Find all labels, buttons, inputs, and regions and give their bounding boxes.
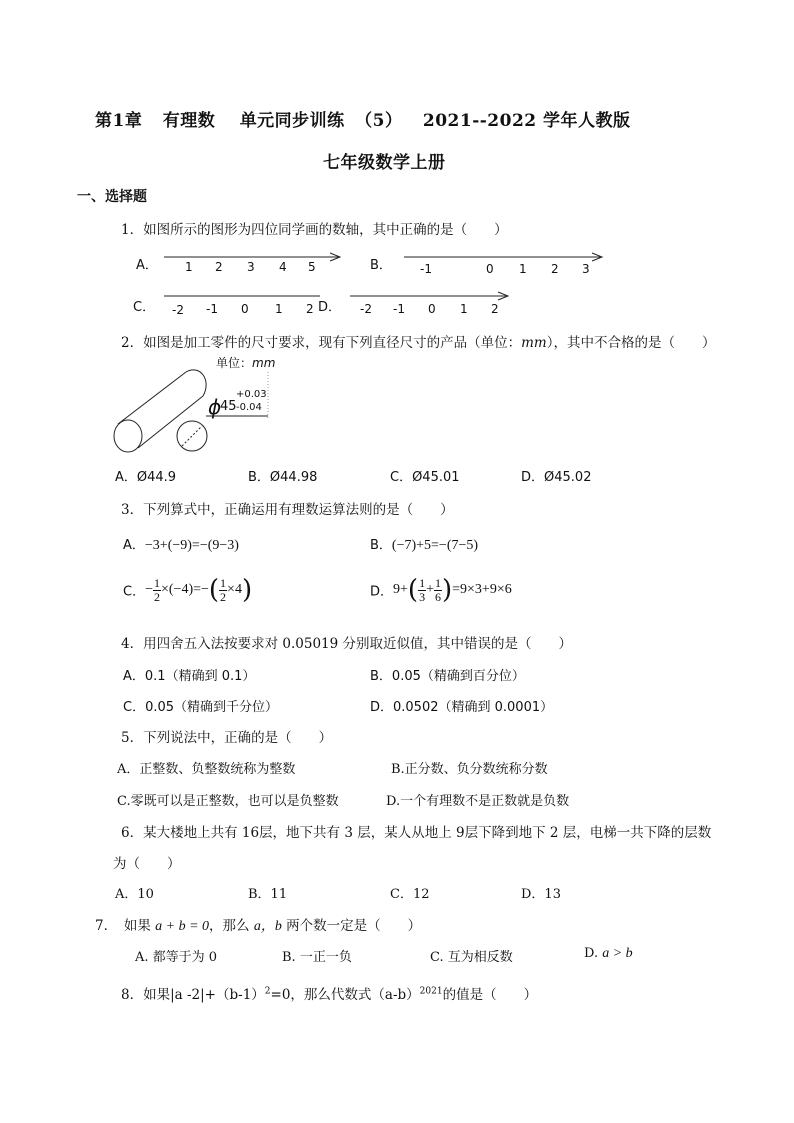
q2-fig-unit-label: 单位：	[216, 356, 253, 370]
q7-stem-eq: a + b = 0	[155, 919, 210, 934]
title-chapter: 第1章	[95, 111, 143, 131]
q3-c-mid: ×(−4)=−	[160, 582, 209, 597]
page-subtitle: 七年级数学上册	[323, 153, 446, 173]
q4-option-b: B．0.05（精确到百分位）	[370, 669, 525, 684]
q3-c-numerator: 1	[153, 575, 160, 590]
q3-a-label: A．	[123, 538, 145, 553]
q3-d-denominator2: 6	[434, 589, 441, 604]
q3-d-denominator1: 3	[419, 589, 426, 604]
q2-stem-end: ），其中不合格的是（ ）	[546, 335, 716, 351]
q2-stem	[121, 331, 715, 351]
close-paren-icon: )	[241, 575, 253, 605]
q7-stem-mid: ，那么	[209, 918, 254, 934]
q1-option-b-label: B．	[370, 258, 392, 273]
title-num: （5）	[355, 111, 403, 131]
q4-stem: 4．用四舍五入法按要求对 0.05019 分别取近似值，其中错误的是（ ）	[121, 636, 572, 652]
q1-b-tick: 2	[551, 262, 559, 276]
q4-option-d: D．0.0502（精确到 0.0001）	[370, 700, 554, 715]
q1-b-tick: 0	[486, 262, 494, 276]
q7-d-label: D.	[584, 946, 603, 961]
q1-option-b-numberline	[400, 248, 610, 278]
q3-d-numerator1: 1	[419, 575, 426, 590]
q1-a-tick: 4	[279, 260, 287, 274]
q3-a-expr: −3+(−9)=−(9−3)	[144, 538, 239, 553]
q2-cross-section	[177, 421, 207, 451]
q3-d-fraction2	[434, 577, 442, 604]
q1-option-c-label: C．	[133, 300, 156, 315]
q4-option-a: A．0.1（精确到 0.1）	[123, 669, 256, 684]
q2-stem-text: 2．如图是加工零件的尺寸要求，现有下列直径尺寸的产品（单位：	[121, 335, 522, 351]
q2-fig-lower: -0.04	[236, 402, 262, 413]
q5-stem: 5．下列说法中，正确的是（ ）	[121, 730, 333, 746]
q3-option-a	[123, 534, 239, 554]
q1-option-c-numberline	[160, 287, 330, 317]
q8-sup2: 2021	[419, 986, 443, 997]
q1-d-tick: 0	[428, 302, 436, 316]
q3-d-fraction1	[418, 577, 426, 604]
q1-a-tick: 5	[308, 260, 316, 274]
title-unit: 单元同步训练	[239, 111, 345, 131]
q1-a-tick: 1	[185, 260, 193, 274]
q6-option-a: A．10	[115, 887, 154, 902]
q2-fig-nominal: 45	[220, 399, 237, 414]
open-paren-icon: (	[208, 575, 220, 605]
q3-c-numerator2: 1	[220, 575, 227, 590]
q3-c-minus: −	[145, 582, 153, 597]
q1-c-tick: -1	[206, 302, 218, 316]
q6-option-d: D．13	[521, 887, 561, 902]
q8-stem	[121, 983, 537, 1003]
q1-c-tick: 2	[306, 302, 314, 316]
q1-option-d-numberline	[346, 287, 516, 317]
q7-option-a: A. 都等于为 0	[135, 950, 218, 965]
q8-stem-c: 的值是（ ）	[442, 987, 538, 1003]
q1-a-tick: 3	[247, 260, 255, 274]
q3-b-expr: (−7)+5=−(7−5)	[391, 538, 479, 553]
q7-stem-vars: a，b	[253, 919, 282, 934]
q3-d-numerator2: 1	[434, 575, 441, 590]
q3-option-b	[370, 534, 478, 554]
q2-diameter	[182, 426, 202, 446]
q7-d-expr: a > b	[602, 946, 633, 961]
q1-b-tick: 3	[582, 262, 590, 276]
q3-c-tail: ×4	[227, 582, 242, 597]
q3-option-c	[123, 575, 252, 605]
q8-sup1: 2	[264, 986, 271, 997]
q2-option-c: C．Ø45.01	[390, 470, 460, 485]
q2-option-d: D．Ø45.02	[521, 470, 592, 485]
q2-option-a: A．Ø44.9	[115, 470, 177, 485]
q3-stem: 3．下列算式中，正确运用有理数运算法则的是（ ）	[121, 502, 454, 518]
q2-fig-upper: +0.03	[236, 389, 267, 400]
q1-b-tick: -1	[420, 262, 432, 276]
q5-option-d: D.一个有理数不是正数就是负数	[386, 794, 570, 809]
q6-stem-line1: 6．某大楼地上共有 16层，地下共有 3 层，某人从地上 9层下降到地下 2 层，电梯一共下降的层数	[121, 825, 712, 841]
q7-option-d	[584, 946, 633, 962]
q1-option-a-numberline	[160, 248, 350, 276]
q5-option-a: A．正整数、负整数统称为整数	[117, 762, 296, 777]
q2-option-b: B．Ø44.98	[248, 470, 318, 485]
q2-cylinder-figure	[108, 352, 288, 457]
page-title	[95, 106, 631, 131]
q1-d-tick: -1	[393, 302, 405, 316]
q8-stem-b: =0，那么代数式（a-b）	[270, 987, 420, 1003]
q1-c-tick: 0	[241, 302, 249, 316]
q3-d-head: 9+	[393, 582, 408, 597]
q7-stem-suffix: 两个数一定是（ ）	[281, 918, 422, 934]
q2-cylinder-front-end	[114, 420, 142, 452]
q2-cylinder-back-end	[186, 370, 206, 396]
q2-cylinder-bottom-edge	[138, 396, 203, 448]
q1-c-tick: 1	[275, 302, 283, 316]
q6-option-c: C．12	[390, 887, 430, 902]
q3-c-fraction	[153, 577, 161, 604]
q7-option-b: B. 一正一负	[282, 950, 352, 965]
phi-icon: ϕ	[208, 395, 222, 419]
q6-option-b: B．11	[248, 887, 288, 902]
title-year: 2021--2022 学年人教版	[422, 111, 631, 131]
q3-d-tail: =9×3+9×6	[452, 582, 512, 597]
q2-fig-unit: mm	[252, 356, 276, 370]
q3-c-fraction2	[219, 577, 227, 604]
q1-b-tick: 1	[519, 262, 527, 276]
q3-option-d	[370, 575, 512, 605]
q2-cylinder-top-edge	[118, 372, 186, 424]
q5-option-b: B.正分数、负分数统称分数	[391, 762, 548, 777]
q1-d-tick: -2	[360, 302, 372, 316]
q4-option-c: C．0.05（精确到千分位）	[123, 700, 279, 715]
q1-d-tick: 2	[491, 302, 499, 316]
q3-b-label: B．	[370, 538, 392, 553]
q1-a-tick: 2	[215, 260, 223, 274]
q3-c-label: C．	[123, 584, 146, 600]
q2-stem-unit: mm	[521, 335, 547, 351]
q6-stem-line2: 为（ ）	[113, 856, 181, 872]
section-heading: 一、选择题	[77, 189, 147, 205]
q1-option-a-label: A．	[136, 258, 158, 273]
q7-option-c: C. 互为相反数	[430, 950, 513, 965]
q7-stem	[95, 914, 421, 935]
open-paren-icon: (	[407, 575, 419, 605]
q7-stem-prefix: 7． 如果	[95, 918, 156, 934]
q1-c-tick: -2	[172, 303, 184, 317]
q1-option-d-label: D．	[318, 300, 342, 315]
q3-d-label: D．	[370, 584, 394, 600]
q3-c-denominator2: 2	[220, 589, 227, 604]
q5-option-c: C.零既可以是正整数，也可以是负整数	[117, 794, 339, 809]
q3-c-denominator: 2	[153, 589, 160, 604]
q1-d-tick: 1	[460, 302, 468, 316]
q1-stem: 1．如图所示的图形为四位同学画的数轴，其中正确的是（ ）	[121, 222, 508, 238]
q8-stem-a: 8．如果|a -2|+（b-1）	[121, 987, 265, 1003]
title-name: 有理数	[162, 111, 216, 131]
q3-d-plus: +	[426, 582, 434, 597]
close-paren-icon: )	[441, 575, 453, 605]
